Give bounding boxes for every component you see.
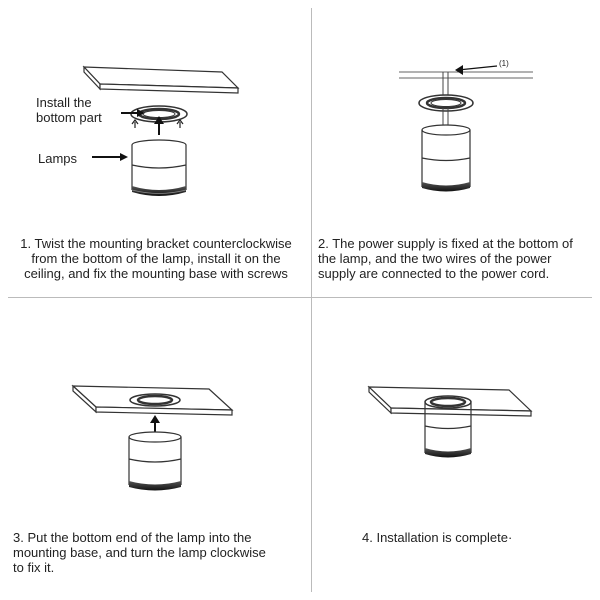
panel-4-illustration bbox=[369, 387, 531, 458]
panel-1-illustration bbox=[84, 67, 238, 196]
mounting-ring-2 bbox=[419, 95, 473, 111]
step-4-caption: 4. Installation is complete· bbox=[362, 530, 513, 545]
lamp-3 bbox=[129, 432, 181, 491]
step-2-caption: 2. The power supply is fixed at the bottom of the lamp, and the two wires of the power supply are connected to the power cord. bbox=[318, 236, 573, 281]
lamps-label: Lamps bbox=[38, 151, 78, 166]
install-bottom-label: Install the bottom part bbox=[36, 95, 102, 125]
step-3-caption: 3. Put the bottom end of the lamp into the mounting base, and turn the lamp clockwise to fix it. bbox=[13, 530, 266, 575]
lamp-4 bbox=[425, 396, 471, 458]
lamp-1 bbox=[132, 140, 186, 196]
panel-3-illustration bbox=[73, 386, 232, 491]
step-1-caption: 1. Twist the mounting bracket counterclockwise from the bottom of the lamp, install it on the ceiling, and fix the mounting base with screws bbox=[20, 236, 292, 281]
lamp-2 bbox=[422, 125, 470, 192]
marker-1-label: (1) bbox=[499, 59, 509, 68]
panel-2-illustration bbox=[399, 65, 533, 192]
mounting-base-3 bbox=[130, 394, 180, 406]
